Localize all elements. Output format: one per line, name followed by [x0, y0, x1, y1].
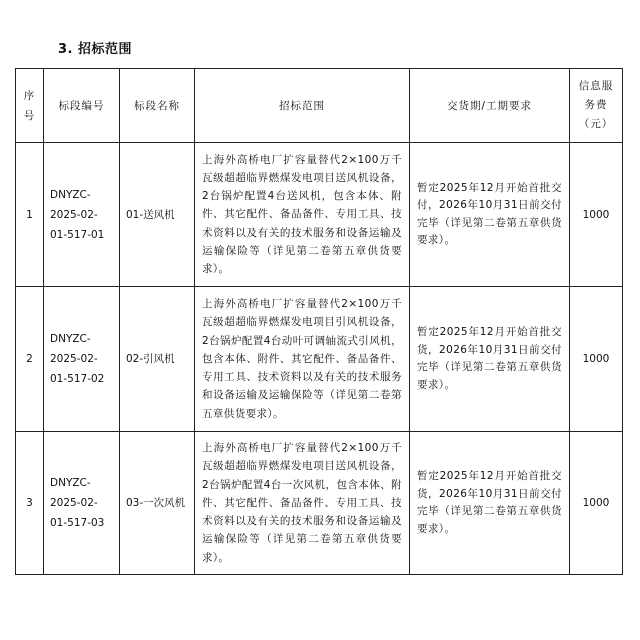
header-seq: 序号 [16, 69, 44, 143]
cell-name: 03-一次风机 [120, 432, 195, 575]
bid-scope-table [15, 68, 623, 575]
cell-delivery: 暂定2025年12月开始首批交货，2026年10月31日前交付完毕（详见第二卷第五章供货要求）。 [410, 287, 570, 432]
header-delivery: 交货期/工期要求 [410, 69, 570, 143]
table-row [16, 432, 623, 575]
table-header-row [16, 69, 623, 143]
table-row [16, 143, 623, 287]
header-code: 标段编号 [44, 69, 120, 143]
cell-delivery: 暂定2025年12月开始首批交付，2026年10月31日前交付完毕（详见第二卷第五章供货要求）。 [410, 143, 570, 287]
cell-seq: 2 [16, 287, 44, 432]
cell-scope: 上海外高桥电厂扩容量替代2×100万千瓦级超超临界燃煤发电项目送风机设备，2台锅炉配置4台送风机，包含本体、附件、其它配件、备品备件、专用工具、技术资料以及有关的技术服务和设备运输及运输保险等（详见第二卷第五章供货要求）。 [195, 143, 410, 287]
section-title: 3. 招标范围 [58, 42, 133, 57]
cell-fee: 1000 [570, 287, 623, 432]
cell-seq: 1 [16, 143, 44, 287]
cell-delivery: 暂定2025年12月开始首批交货，2026年10月31日前交付完毕（详见第二卷第五章供货要求）。 [410, 432, 570, 575]
header-fee: 信息服务费（元） [570, 69, 623, 143]
cell-fee: 1000 [570, 432, 623, 575]
cell-scope: 上海外高桥电厂扩容量替代2×100万千瓦级超超临界燃煤发电项目引风机设备，2台锅炉配置4台动叶可调轴流式引风机，包含本体、附件、其它配件、备品备件、专用工具、技术资料以及有关的技术服务和设备运输及运输保险等（详见第二卷第五章供货要求）。 [195, 287, 410, 432]
cell-name: 02-引风机 [120, 287, 195, 432]
table-row [16, 287, 623, 432]
cell-code: DNYZC-2025-02-01-517-03 [44, 432, 120, 575]
cell-seq: 3 [16, 432, 44, 575]
cell-name: 01-送风机 [120, 143, 195, 287]
cell-code: DNYZC-2025-02-01-517-01 [44, 143, 120, 287]
header-name: 标段名称 [120, 69, 195, 143]
cell-scope: 上海外高桥电厂扩容量替代2×100万千瓦级超超临界燃煤发电项目送风机设备，2台锅炉配置4台一次风机，包含本体、附件、其它配件、备品备件、专用工具、技术资料以及有关的技术服务和设备运输及运输保险等（详见第二卷第五章供货要求）。 [195, 432, 410, 575]
header-scope: 招标范围 [195, 69, 410, 143]
cell-code: DNYZC-2025-02-01-517-02 [44, 287, 120, 432]
cell-fee: 1000 [570, 143, 623, 287]
